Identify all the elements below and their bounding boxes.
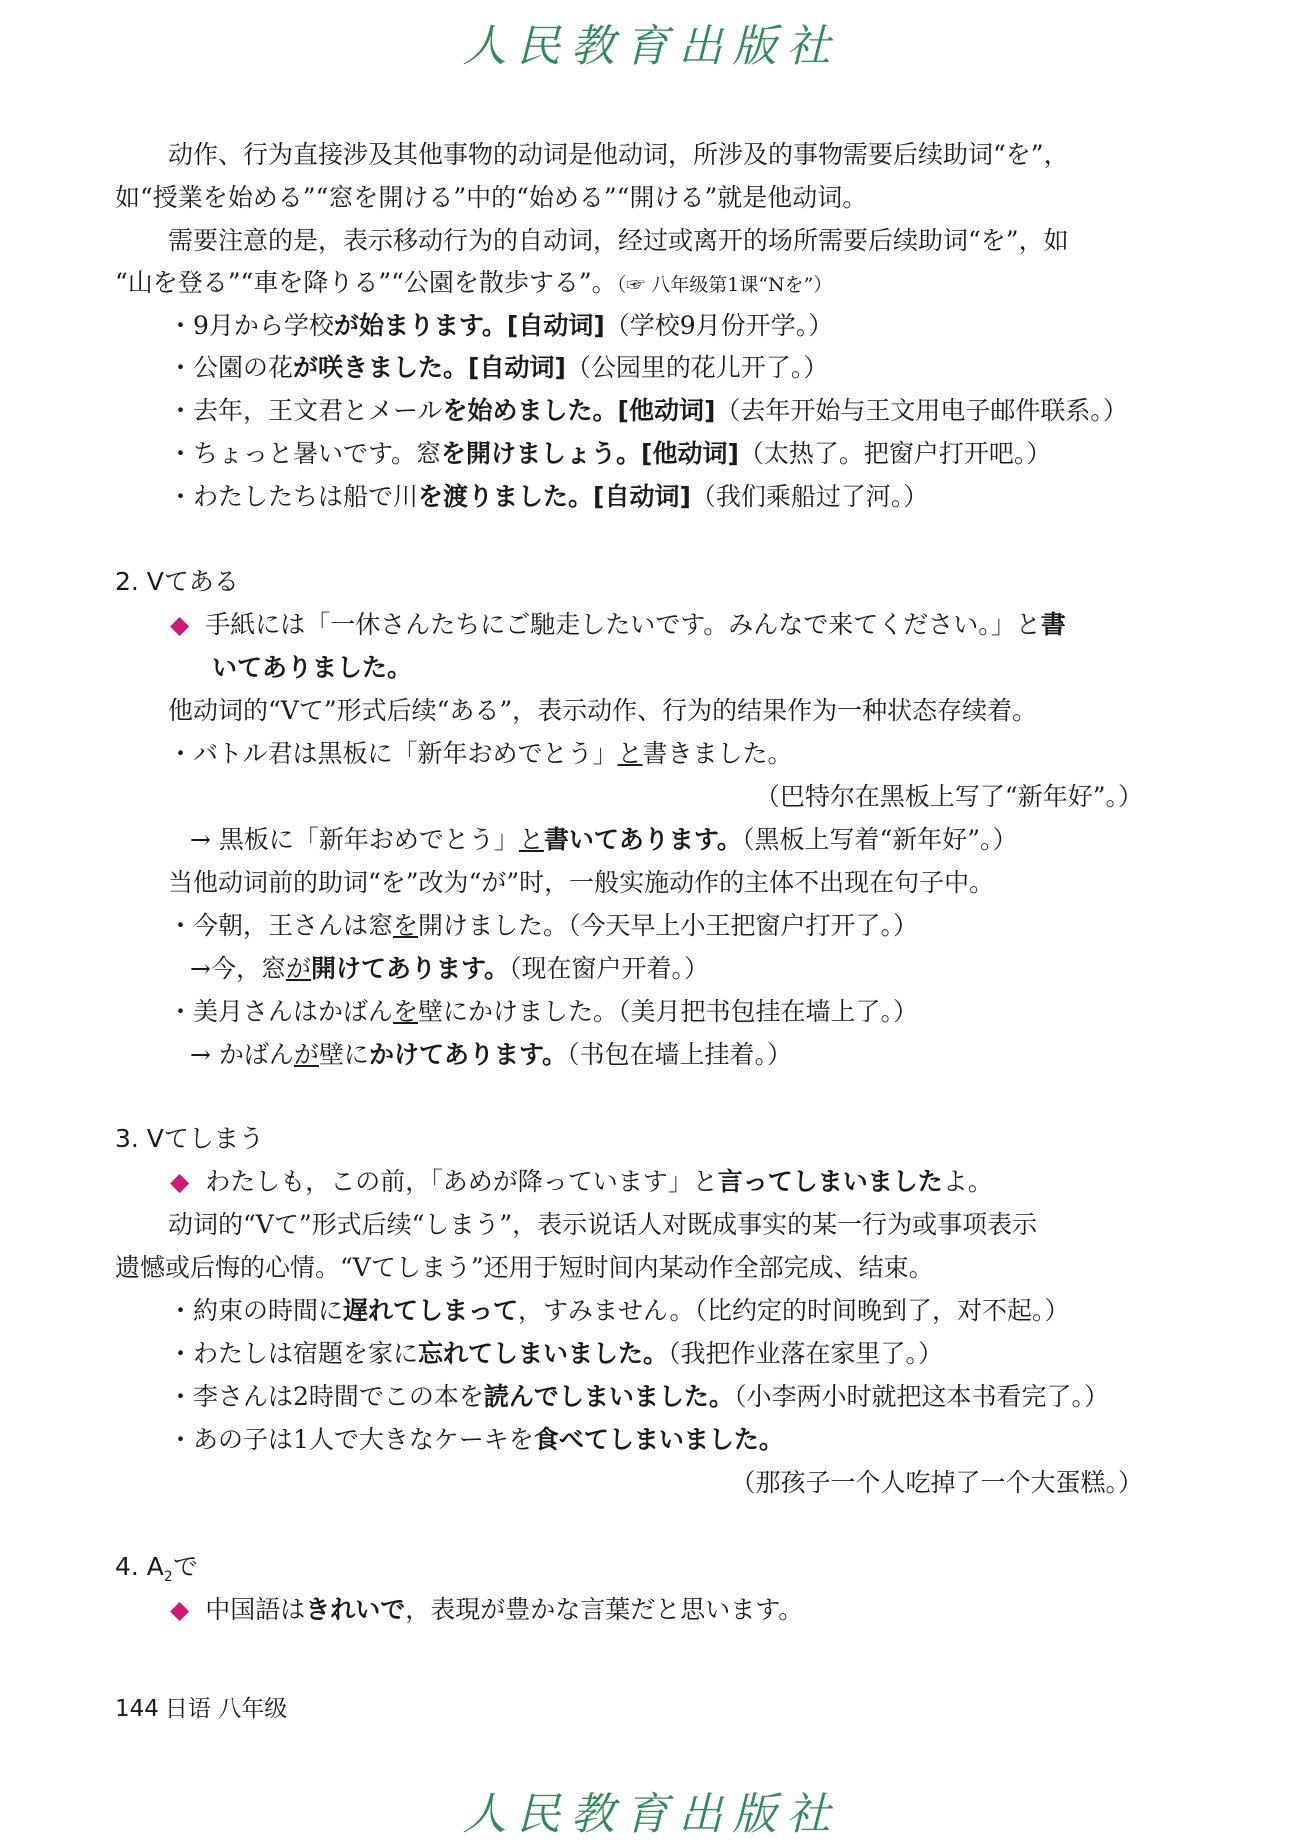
- text: 壁にかけました。（美月把书包挂在墙上了。）: [418, 997, 919, 1026]
- text: →今，窓: [190, 954, 286, 983]
- explanation: 动词的“Vて”形式后续“しまう”，表示说话人对既成事实的某一行为或事项表示: [168, 1210, 1038, 1239]
- example-result: [190, 823, 1018, 857]
- explanation: 当他动词前的助词“を”改为“が”时，一般实施动作的主体不出现在句子中。: [168, 868, 995, 897]
- bold-text: 書: [1040, 610, 1066, 639]
- bold-text: が始まります。[自动词]: [333, 311, 605, 340]
- publisher-logo-top: 人民教育出版社: [462, 21, 841, 72]
- underlined-particle: と: [617, 739, 643, 768]
- text: ，表現が豊かな言葉だと思います。: [405, 1595, 804, 1624]
- subscript: 2: [163, 1569, 173, 1585]
- translation: （学校9月份开学。）: [604, 311, 834, 340]
- example-sentence: [168, 437, 1051, 471]
- text: よ。: [942, 1167, 993, 1196]
- cross-reference: （☞ 八年级第1课“Nを”）: [616, 274, 833, 296]
- key-sentence-continued: いてありました。: [212, 653, 413, 682]
- text: ・美月さんはかばん: [168, 997, 394, 1026]
- underlined-particle: を: [393, 997, 419, 1026]
- example-sentence: [168, 1380, 1109, 1414]
- section-heading: 3. Vてしまう: [115, 1124, 264, 1153]
- underlined-particle: が: [285, 954, 311, 983]
- bold-text: を始めました。[他动词]: [442, 396, 716, 425]
- text: → かばん: [190, 1040, 294, 1069]
- translation: （现在窗户开着。）: [508, 954, 709, 983]
- explanation: 遗憾或后悔的心情。“Vてしまう”还用于短时间内某动作全部完成、结束。: [115, 1253, 934, 1282]
- key-sentence: [170, 608, 1066, 642]
- bold-text: 食べてしまいました。: [533, 1425, 784, 1454]
- paragraph-line: 动作、行为直接涉及其他事物的动词是他动词，所涉及的事物需要后续助词“を”，: [168, 140, 1069, 169]
- bold-text: かけてあります。: [368, 1040, 567, 1069]
- translation: （公园里的花儿开了。）: [565, 353, 829, 382]
- bold-text: 開けてあります。: [310, 954, 509, 983]
- page-number: 144: [115, 1696, 159, 1722]
- translation: （黑板上写着“新年好”。）: [741, 825, 1018, 854]
- bold-text: が咲きました。[自动词]: [293, 353, 566, 382]
- bold-text: 書いてあります。: [543, 825, 742, 854]
- diamond-bullet-icon: ◆: [170, 1595, 190, 1624]
- text: わたしも，この前，「あめが降っています」と: [205, 1167, 718, 1196]
- section-heading: [115, 1550, 198, 1594]
- translation: （太热了。把窗户打开吧。）: [738, 439, 1052, 468]
- example-sentence: [168, 480, 928, 514]
- example-sentence: [168, 1337, 943, 1371]
- example-sentence: [168, 909, 918, 943]
- text: 壁に: [318, 1040, 369, 1069]
- explanation: 他动词的“Vて”形式后续“ある”，表示动作、行为的结果作为一种状态存续着。: [168, 696, 1038, 725]
- text: → 黒板に「新年おめでとう」: [190, 825, 519, 854]
- text: 中国語は: [205, 1595, 306, 1624]
- text: ・9月から学校: [168, 311, 334, 340]
- translation: （巴特尔在黑板上写了“新年好”。）: [754, 782, 1143, 811]
- text: で: [172, 1552, 198, 1581]
- text: 書きました。: [642, 739, 793, 768]
- example-sentence: [168, 309, 833, 343]
- section-heading: 2. Vてある: [115, 567, 239, 596]
- example-result: [190, 952, 709, 986]
- page-footer: [115, 1690, 287, 1723]
- diamond-bullet-icon: ◆: [170, 610, 190, 639]
- translation: （去年开始与王文用电子邮件联系。）: [715, 396, 1128, 425]
- text: ・李さんは2時間でこの本を: [168, 1382, 484, 1411]
- text: ・約束の時間に: [168, 1296, 344, 1325]
- example-result: [190, 1038, 792, 1072]
- translation: ，すみません。（比约定的时间晚到了，对不起。）: [518, 1296, 1070, 1325]
- bold-text: きれいで: [305, 1595, 406, 1624]
- bold-text: 言ってしまいました: [717, 1167, 943, 1196]
- translation: （那孩子一个人吃掉了一个大蛋糕。）: [730, 1468, 1143, 1497]
- publisher-logo-bottom: 人民教育出版社: [462, 1789, 841, 1840]
- underlined-particle: と: [518, 825, 544, 854]
- paragraph-line: [115, 266, 832, 302]
- bold-text: 読んでしまいました。: [483, 1382, 734, 1411]
- bold-text: 遅れてしまって: [343, 1296, 519, 1325]
- text: ・去年，王文君とメール: [168, 396, 443, 425]
- example-sentence: [168, 1294, 1070, 1328]
- example-sentence: [168, 1423, 784, 1457]
- text: ・あの子は1人で大きなケーキを: [168, 1425, 534, 1454]
- paragraph-line: 如“授業を始める”“窓を開ける”中的“始める”“開ける”就是他动词。: [115, 183, 868, 212]
- text: ・バトル君は黒板に「新年おめでとう」: [168, 739, 618, 768]
- key-sentence: [170, 1593, 803, 1627]
- paragraph-line: 需要注意的是，表示移动行为的自动词，经过或离开的场所需要后续助词“を”，如: [168, 226, 1069, 255]
- underlined-particle: を: [393, 911, 419, 940]
- bold-text: を渡りました。[自动词]: [418, 482, 691, 511]
- translation: （我把作业落在家里了。）: [668, 1339, 944, 1368]
- text: ・公園の花: [168, 353, 294, 382]
- text: ・ちょっと暑いです。窓: [168, 439, 442, 468]
- translation: （我们乘船过了河。）: [690, 482, 929, 511]
- example-sentence: [168, 351, 828, 385]
- example-sentence: [168, 737, 793, 771]
- text: 開けました。（今天早上小王把窗户打开了。）: [418, 911, 919, 940]
- translation: （书包在墙上挂着。）: [566, 1040, 792, 1069]
- diamond-bullet-icon: ◆: [170, 1167, 190, 1196]
- text: ・今朝，王さんは窓: [168, 911, 394, 940]
- text: 手紙には「一休さんたちにご馳走したいです。みんなで来てください。」と: [205, 610, 1041, 639]
- text: 4. A: [115, 1552, 164, 1581]
- example-sentence: [168, 995, 918, 1029]
- example-sentence: [168, 394, 1128, 428]
- underlined-particle: が: [293, 1040, 319, 1069]
- text: ・わたしたちは船で川: [168, 482, 419, 511]
- key-sentence: [170, 1165, 993, 1199]
- bold-text: 忘れてしまいました。: [418, 1339, 669, 1368]
- text: “山を登る”“車を降りる”“公園を散歩する”。: [115, 268, 617, 297]
- text: ・わたしは宿題を家に: [168, 1339, 419, 1368]
- translation: （小李两小时就把这本书看完了。）: [733, 1382, 1109, 1411]
- bold-text: を開けましょう。[他动词]: [441, 439, 739, 468]
- book-title: 日语 八年级: [164, 1696, 288, 1722]
